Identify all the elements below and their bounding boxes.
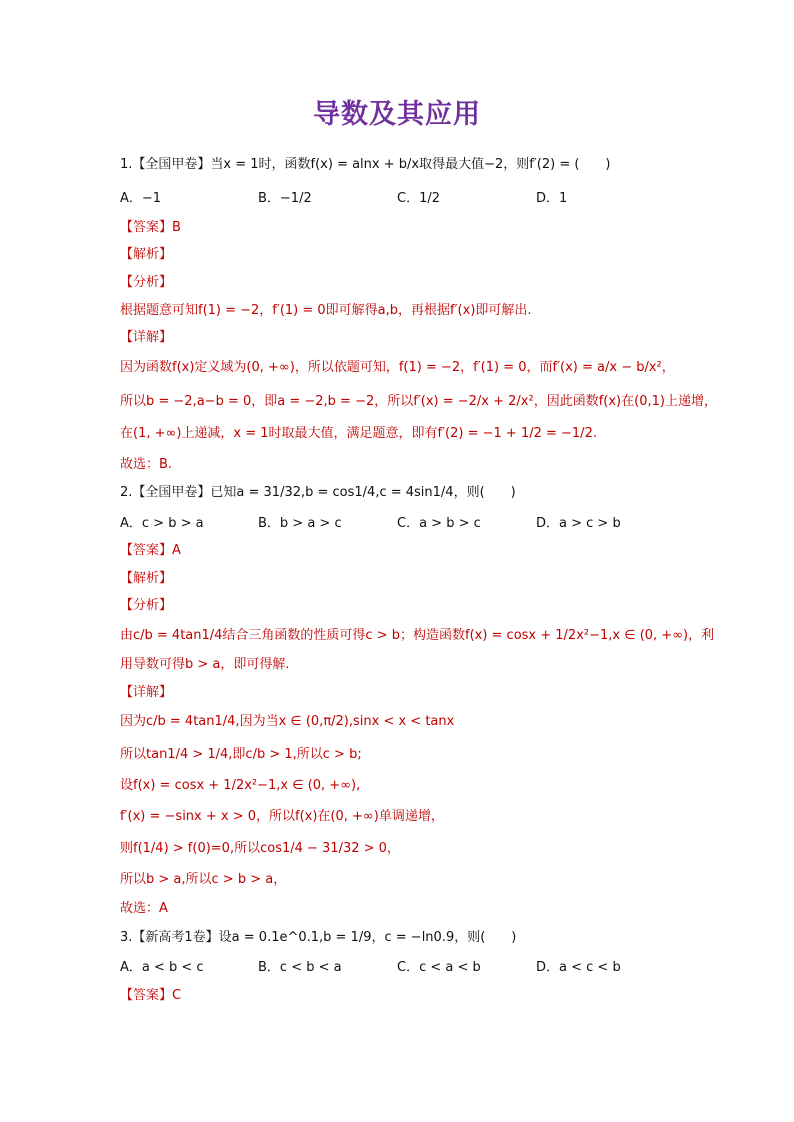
- option-a: A．−1: [120, 191, 162, 206]
- detail-line: f′(x) = −sinx + x > 0，所以f(x)在(0, +∞)单调递增，: [120, 809, 444, 824]
- fenxi-label: 【分析】: [120, 598, 173, 613]
- conclusion-text: 故选：B.: [120, 457, 173, 472]
- analysis-text: 由c/b = 4tan1/4结合三角函数的性质可得c > b；构造函数f(x) = cosx + 1/2x²−1,x ∈ (0, +∞)，利: [120, 628, 715, 643]
- page-title: 导数及其应用: [313, 99, 481, 130]
- analysis-text: 用导数可得b > a，即可得解.: [120, 657, 290, 672]
- answer-label: 【答案】A: [120, 543, 181, 558]
- answer-label: 【答案】B: [120, 220, 181, 235]
- option-a: A．a < b < c: [120, 960, 204, 975]
- xiangjie-label: 【详解】: [120, 330, 173, 345]
- detail-line: 设f(x) = cosx + 1/2x²−1,x ∈ (0, +∞),: [120, 778, 361, 793]
- answer-label: 【答案】C: [120, 988, 182, 1003]
- analysis-text: 根据题意可知f(1) = −2，f′(1) = 0即可解得a,b，再根据f′(x)即可解出.: [120, 303, 532, 318]
- question-3-options: [120, 959, 680, 977]
- conclusion-text: 故选：A: [120, 901, 168, 916]
- option-d: D．a < c < b: [536, 960, 621, 975]
- jiexi-label: 【解析】: [120, 247, 173, 262]
- question-3-stem: 3.【新高考1卷】设a = 0.1e^0.1,b = 1/9，c = −ln0.9，则( ): [120, 930, 517, 945]
- option-b: B．c < b < a: [258, 960, 342, 975]
- detail-line: 所以b > a,所以c > b > a，: [120, 872, 287, 887]
- option-b: B．b > a > c: [258, 516, 342, 531]
- detail-line: 因为函数f(x)定义域为(0, +∞)，所以依题可知，f(1) = −2，f′(1) = 0，而f′(x) = a/x − b/x²，: [120, 360, 675, 375]
- jiexi-label: 【解析】: [120, 571, 173, 586]
- option-c: C．1/2: [397, 191, 440, 206]
- detail-line: 因为c/b = 4tan1/4,因为当x ∈ (0,π/2),sinx < x < tanx: [120, 714, 455, 729]
- option-a: A．c > b > a: [120, 516, 204, 531]
- detail-line: 所以b = −2,a−b = 0，即a = −2,b = −2，所以f′(x) = −2/x + 2/x²，因此函数f(x)在(0,1)上递增，: [120, 394, 717, 409]
- question-1-options: [120, 190, 680, 208]
- detail-line: 在(1, +∞)上递减，x = 1时取最大值，满足题意，即有f′(2) = −1 + 1/2 = −1/2.: [120, 426, 597, 441]
- xiangjie-label: 【详解】: [120, 685, 173, 700]
- option-b: B．−1/2: [258, 191, 312, 206]
- detail-line: 则f(1/4) > f(0)=0,所以cos1/4 − 31/32 > 0，: [120, 841, 400, 856]
- question-1-stem: 1.【全国甲卷】当x = 1时，函数f(x) = alnx + b/x取得最大值−2，则f′(2) = ( ): [120, 157, 611, 172]
- detail-line: 所以tan1/4 > 1/4,即c/b > 1,所以c > b;: [120, 747, 362, 762]
- question-2-stem: 2.【全国甲卷】已知a = 31/32,b = cos1/4,c = 4sin1/4，则( ): [120, 485, 516, 500]
- option-c: C．a > b > c: [397, 516, 481, 531]
- option-c: C．c < a < b: [397, 960, 481, 975]
- question-2-options: [120, 515, 680, 533]
- option-d: D．1: [536, 191, 568, 206]
- fenxi-label: 【分析】: [120, 275, 173, 290]
- option-d: D．a > c > b: [536, 516, 621, 531]
